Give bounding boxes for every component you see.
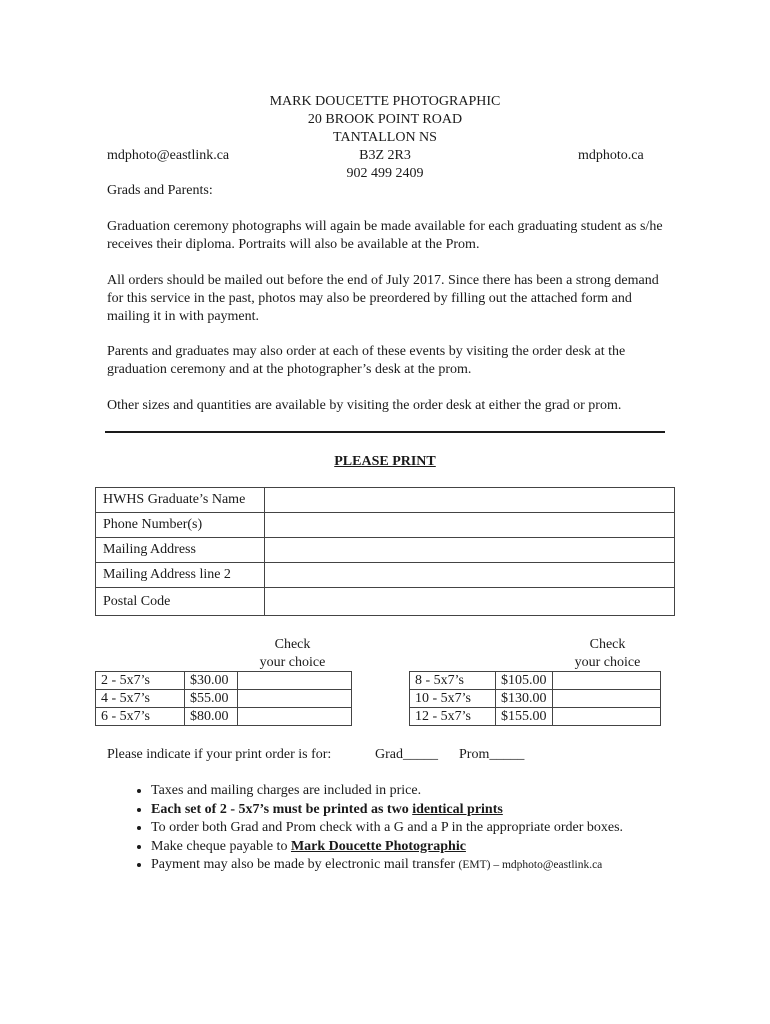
prom-blank[interactable]: Prom_____ [459,747,525,762]
choice-box-8[interactable] [552,672,660,690]
table-row [96,690,352,708]
city: TANTALLON NS [333,130,437,145]
field-label: Postal Code [96,588,265,616]
phone-number: 902 499 2409 [346,166,424,181]
letterhead [0,93,770,183]
check-choice-label-left: Check your choice [259,637,326,670]
mailing-address-field[interactable] [265,538,675,563]
package-qty: 8 - 5x7’s [410,672,496,690]
package-qty: 2 - 5x7’s [96,672,185,690]
order-type-prompt: Please indicate if your print order is for: [107,747,332,762]
website: mdphoto.ca [578,148,644,163]
graduate-name-field[interactable] [265,488,675,513]
choice-box-2[interactable] [238,672,352,690]
table-row [96,588,675,616]
package-price: $30.00 [185,672,238,690]
grad-blank[interactable]: Grad_____ [375,747,438,762]
price-table-left [95,671,352,726]
field-label: HWHS Graduate’s Name [96,488,265,513]
choice-box-12[interactable] [552,708,660,726]
phone-number-field[interactable] [265,513,675,538]
postal-code-field[interactable] [265,588,675,616]
paragraph-graduation: Graduation ceremony photographs will again be made available for each graduating student as s/he receives their diploma. Portraits will also be available at the Prom. [107,219,663,252]
check-choice-label-right: Check your choice [574,637,641,670]
street-address: 20 BROOK POINT ROAD [307,112,463,127]
please-print-heading: PLEASE PRINT [334,454,436,469]
paragraph-events: Parents and graduates may also order at each of these events by visiting the order desk at the graduation ceremony and at the photographer’s desk at the prom. [107,344,626,377]
email-address: mdphoto@eastlink.ca [107,148,230,163]
table-row [96,538,675,563]
price-table-right [409,671,661,726]
field-label: Mailing Address [96,538,265,563]
list-item: • Taxes and mailing charges are included in price. [151,782,751,801]
table-row [96,708,352,726]
notes-list [107,782,751,875]
field-label: Mailing Address line 2 [96,563,265,588]
package-qty: 10 - 5x7’s [410,690,496,708]
field-label: Phone Number(s) [96,513,265,538]
package-price: $105.00 [496,672,553,690]
table-row [410,672,661,690]
package-qty: 6 - 5x7’s [96,708,185,726]
company-name: MARK DOUCETTE PHOTOGRAPHIC [269,94,501,109]
table-row [410,708,661,726]
table-row [96,488,675,513]
contact-info-table [95,487,675,616]
list-item: • Payment may also be made by electronic mail transfer (EMT) – mdphoto@eastlink.ca [151,856,751,875]
greeting: Grads and Parents: [107,183,213,198]
paragraph-other-sizes: Other sizes and quantities are available by visiting the order desk at either the grad or prom. [107,398,622,413]
choice-box-6[interactable] [238,708,352,726]
package-price: $80.00 [185,708,238,726]
divider-line [105,431,665,433]
paragraph-orders: All orders should be mailed out before the end of July 2017. Since there has been a strong demand for this service in the past, photos may also be preordered by filling out the attached form and mailing it in with payment. [107,273,659,324]
table-row [96,513,675,538]
mailing-address-line2-field[interactable] [265,563,675,588]
table-row [96,672,352,690]
choice-box-4[interactable] [238,690,352,708]
package-qty: 4 - 5x7’s [96,690,185,708]
table-row [96,563,675,588]
list-item: • Make cheque payable to Mark Doucette Photographic [151,838,751,857]
package-qty: 12 - 5x7’s [410,708,496,726]
package-price: $155.00 [496,708,553,726]
list-item: • To order both Grad and Prom check with a G and a P in the appropriate order boxes. [151,819,751,838]
package-price: $130.00 [496,690,553,708]
postal-code: B3Z 2R3 [359,148,411,163]
table-row [410,690,661,708]
package-price: $55.00 [185,690,238,708]
choice-box-10[interactable] [552,690,660,708]
list-item: • Each set of 2 - 5x7’s must be printed as two identical prints [151,801,751,820]
